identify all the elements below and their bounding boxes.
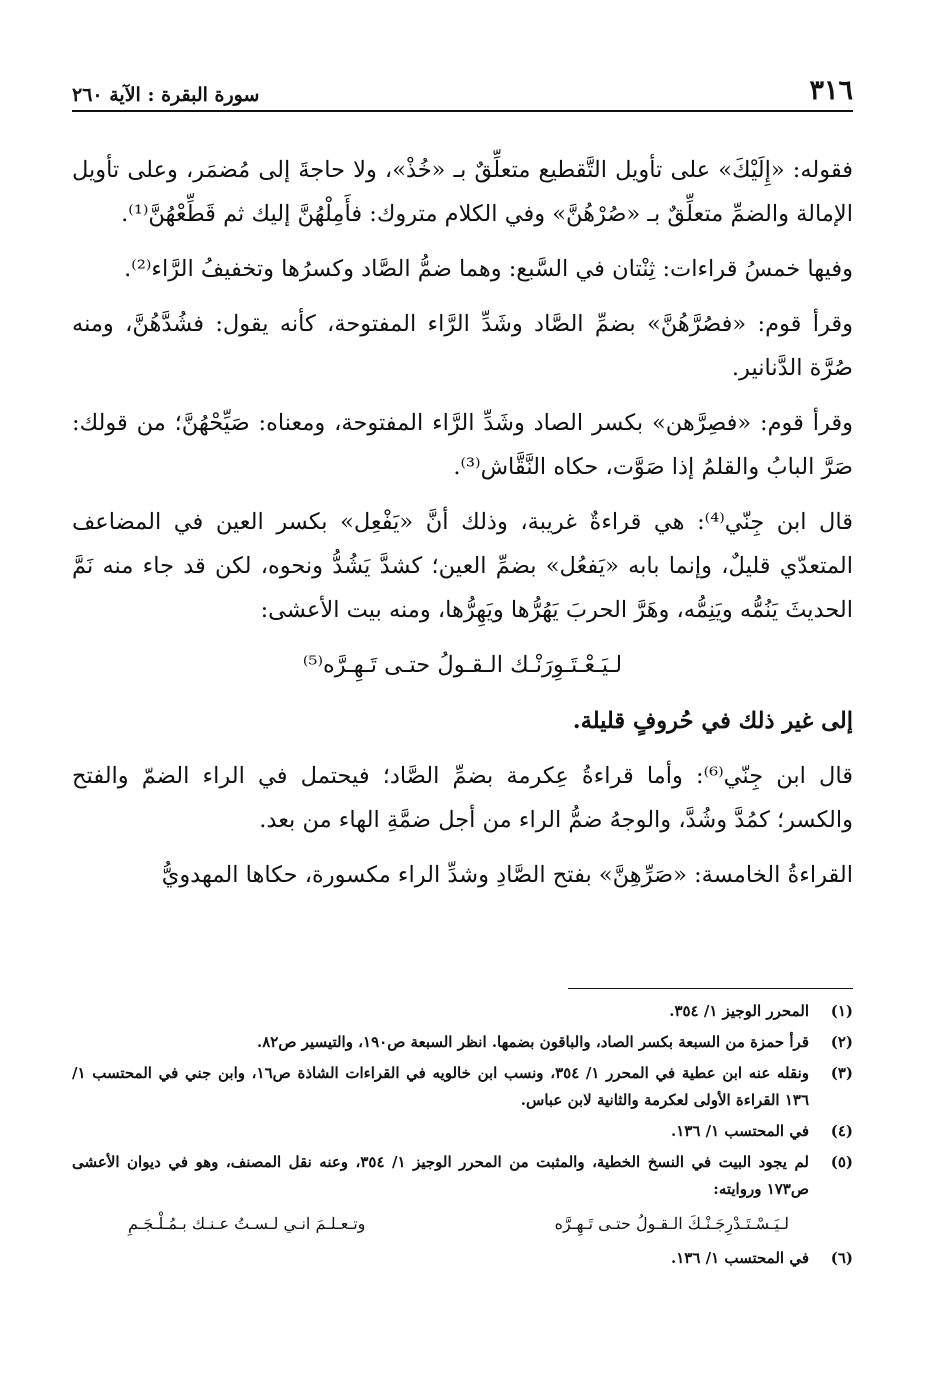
footnote-text: قرأ حمزة من السبعة بكسر الصاد، والباقون بضمها. انظر السبعة ص١٩٠، والتيسير ص٨٢. [257, 1033, 809, 1051]
paragraph: إلى غير ذلك في حُروفٍ قليلة. [572, 708, 853, 734]
running-title: سورة البقرة : الآية ٢٦٠ [72, 84, 260, 106]
footnote-text: ونقله عنه ابن عطية في المحرر ١/ ٣٥٤، ونسب ابن خالويه في القراءات الشاذة ص١٦، وابن جني في المحتسب ١/ ١٣٦ القراءة الأولى لعكرمة والثانية لابن عباس. [72, 1064, 809, 1109]
footnote-text: لم يجود البيت في النسخ الخطية، والمثبت من المحرر الوجيز ١/ ٣٥٤، وعنه نقل المصنف، وهو في ديوان الأعشى ص١٧٣ وروايته: [72, 1153, 810, 1198]
poetry-verse: لـيَـعْـتَـوِرَنْـك الـقـولُ حتـى تَـهِـرَّه⁽⁵⁾ [302, 652, 623, 678]
footnote [72, 1118, 853, 1145]
footnote-text: في المحتسب ١/ ١٣٦. [670, 1249, 809, 1267]
footnotes [72, 998, 853, 1276]
footnote [72, 1149, 853, 1203]
paragraph: وقرأ قوم: «فصُرَّهُنَّ» بضمِّ الصَّاد وشَدِّ الرَّاء المفتوحة، كأنه يقول: فشُدَّهُنَّ، ومنه صُرَّة الدَّنانير. [72, 311, 853, 381]
footnote-text: المحرر الوجيز ١/ ٣٥٤. [669, 1002, 809, 1020]
footnote-number: (٢) [830, 1033, 853, 1051]
footnote-number: (١) [830, 1002, 853, 1020]
main-text [72, 148, 853, 908]
paragraph: قال ابن جِنّي⁽⁴⁾: هي قراءةٌ غريبة، وذلك أنَّ «يَفْعِل» بكسر العين في المضاعف المتعدّي قليلٌ، وإنما بابه «يَفعُل» بضمِّ العين؛ كشدَّ يَشُدُّ ونحوه، لكن قد جاء منه نَمَّ الحديثَ يَنُمُّه ويَنِمُّه، وهَرَّ الحربَ يَهُرُّها ويَهِرُّها، ومنه بيت الأعشى: [72, 509, 853, 623]
paragraph: وفيها خمسُ قراءات: ثِنْتان في السَّبع: وهما ضمُّ الصَّاد وكسرُها وتخفيفُ الرَّاء⁽²⁾. [124, 256, 853, 282]
paragraph: وقرأ قوم: «فصِرَّهن» بكسر الصاد وشَدِّ الرَّاء المفتوحة، ومعناه: صَيِّحْهُنَّ؛ من قولك: صَرَّ البابُ والقلمُ إذا صَوَّت، حكاه النَّقَّاش⁽³⁾. [72, 410, 853, 480]
footnote-separator [568, 988, 853, 989]
footnote-number: (٥) [830, 1153, 853, 1171]
paragraph: القراءةُ الخامسة: «صَرِّهِنَّ» بفتح الصَّادِ وشدِّ الراء مكسورة، حكاها المهدويُّ [161, 862, 853, 888]
verse-second-hemistich: وتـعـلـمَ انـي لـسـتُ عـنـك بـمُـلْـجَـمِ [128, 1214, 366, 1233]
footnote-number: (٦) [830, 1249, 853, 1267]
footnote-text: في المحتسب ١/ ١٣٦. [670, 1122, 809, 1140]
footnote-number: (٤) [830, 1122, 853, 1140]
footnote [72, 998, 853, 1025]
paragraph: قال ابن جِنّي⁽⁶⁾: وأما قراءةُ عِكرمة بضمِّ الصَّاد؛ فيحتمل في الراء الضمّ والفتح والكسر؛ كمُدَّ وشُدَّ، والوجهُ ضمُّ الراء من أجل ضمَّةِ الهاء من بعد. [72, 763, 853, 833]
footnote-verse [72, 1207, 853, 1241]
page-header [72, 72, 853, 112]
footnote-number: (٣) [830, 1064, 853, 1082]
footnote [72, 1245, 853, 1272]
verse-first-hemistich: لـيَـسْـتَـدْرِجَـنْـكَ الـقـولُ حتـى تَـهِـرَّه [554, 1214, 789, 1233]
footnote [72, 1029, 853, 1056]
footnote [72, 1060, 853, 1114]
page-number: ٣١٦ [809, 75, 853, 106]
paragraph: فقوله: «إِلَيْكَ» على تأويل التَّقطيع متعلِّقٌ بـ «خُذْ»، ولا حاجةَ إلى مُضمَر، وعلى تأويل الإمالة والضمِّ متعلِّقٌ بـ «صُرْهُنَّ» وفي الكلام متروك: فأَمِلْهُنَّ إليك ثم قَطِّعْهُنَّ⁽¹⁾. [72, 157, 853, 227]
